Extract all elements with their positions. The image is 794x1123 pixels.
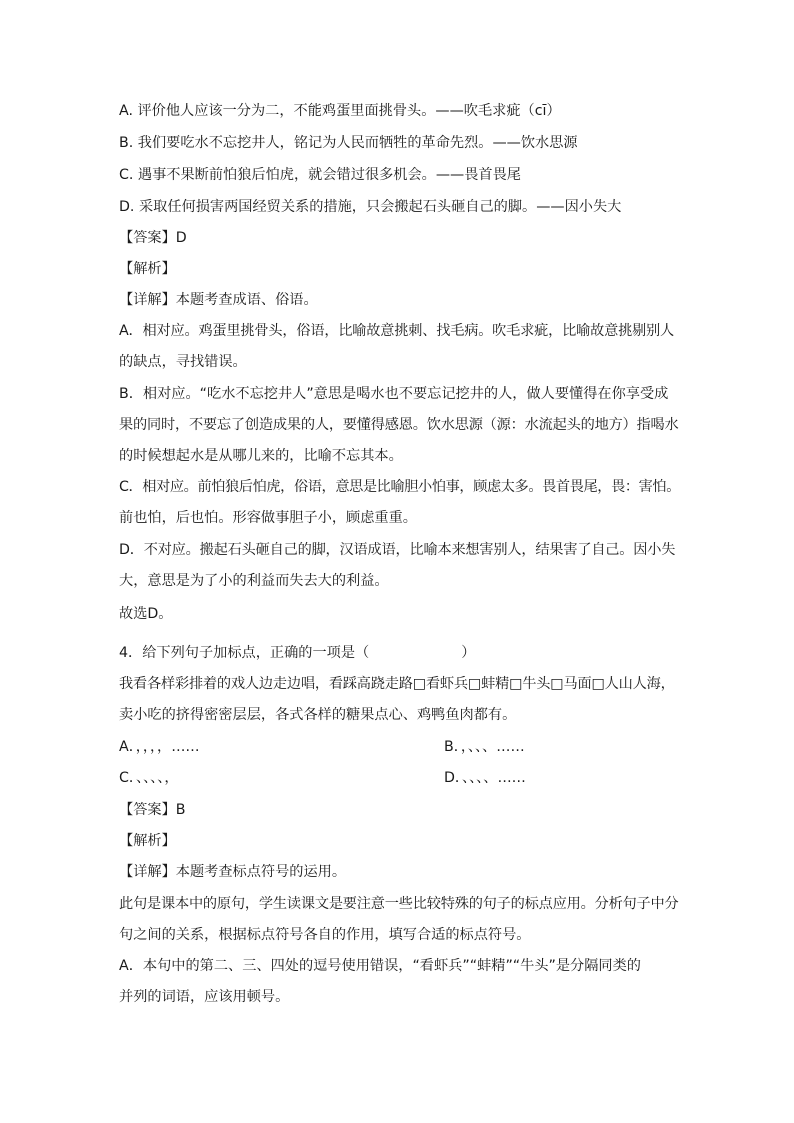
detail-q3: 【详解】本题考查成语、俗语。	[119, 292, 318, 308]
question-4-stem-prefix: 4．给下列句子加标点，正确的一项是（	[119, 645, 370, 661]
conclusion-q3: 故选D。	[119, 606, 173, 622]
question-4-stem-suffix: ）	[461, 645, 476, 661]
option-b-q4: B．，、、、……	[444, 739, 525, 755]
explanation-a-line1: A．相对应。鸡蛋里挑骨头，俗语，比喻故意挑刺、找毛病。吹毛求疵，比喻故意挑剔别人	[119, 323, 675, 339]
question-4-sentence-line1: 我看各样彩排着的戏人边走边唱，看踩高跷走路□看虾兵□蚌精□牛头□马面□人山人海，	[119, 676, 675, 692]
detail-q4: 【详解】本题考查标点符号的运用。	[119, 864, 347, 880]
explanation-c-line1: C．相对应。前怕狼后怕虎，俗语，意思是比喻胆小怕事，顾虑太多。畏首畏尾，畏：害怕。	[119, 479, 681, 495]
explanation-q4-a-line1: A．本句中的第二、三、四处的逗号使用错误，“看虾兵”“蚌精”“牛头”是分隔同类的	[119, 958, 641, 974]
option-a-q4: A．，，，，……	[119, 739, 200, 755]
question-4-stem	[119, 643, 679, 663]
explanation-b-line1: B．相对应。“吃水不忘挖井人”意思是喝水也不要忘记挖井的人，做人要懂得在你享受成	[119, 386, 669, 402]
explanation-q4-line2: 句之间的关系，根据标点符号各自的作用，填写合适的标点符号。	[119, 927, 531, 943]
explanation-c-line2: 前也怕，后也怕。形容做事胆子小，顾虑重重。	[119, 510, 417, 526]
explanation-a-line2: 的缺点，寻找错误。	[119, 354, 247, 370]
option-c-q4: C．、、、、，	[119, 770, 179, 786]
explanation-d-line1: D．不对应。搬起石头砸自己的脚，汉语成语，比喻本来想害别人，结果害了自己。因小失	[119, 542, 676, 558]
explanation-b-line3: 的时候想起水是从哪儿来的，比喻不忘其本。	[119, 448, 403, 464]
answer-q3: 【答案】D	[119, 230, 187, 246]
answer-q4: 【答案】B	[119, 802, 186, 818]
option-a-q3: A. 评价他人应该一分为二，不能鸡蛋里面挑骨头。——吹毛求疵（cī）	[119, 103, 561, 119]
question-4-sentence-line2: 卖小吃的挤得密密层层，各式各样的糖果点心、鸡鸭鱼肉都有。	[119, 707, 517, 723]
explanation-q4-a-line2: 并列的词语，应该用顿号。	[119, 989, 290, 1005]
explanation-d-line2: 大，意思是为了小的利益而失去大的利益。	[119, 573, 389, 589]
option-b-q3: B. 我们要吃水不忘挖井人，铭记为人民而牺牲的革命先烈。——饮水思源	[119, 135, 578, 151]
option-d-q4: D．、、、、……	[444, 770, 526, 786]
analysis-label-q3: 【解析】	[119, 261, 176, 277]
analysis-label-q4: 【解析】	[119, 833, 176, 849]
option-c-q3: C. 遇事不果断前怕狼后怕虎，就会错过很多机会。——畏首畏尾	[119, 167, 521, 183]
explanation-b-line2: 果的同时，不要忘了创造成果的人，要懂得感恩。饮水思源（源：水流起头的地方）指喝水	[119, 417, 679, 433]
explanation-q4-line1: 此句是课本中的原句，学生读课文是要注意一些比较特殊的句子的标点应用。分析句子中分	[119, 896, 679, 912]
option-d-q3: D. 采取任何损害两国经贸关系的措施，只会搬起石头砸自己的脚。——因小失大	[119, 199, 622, 215]
